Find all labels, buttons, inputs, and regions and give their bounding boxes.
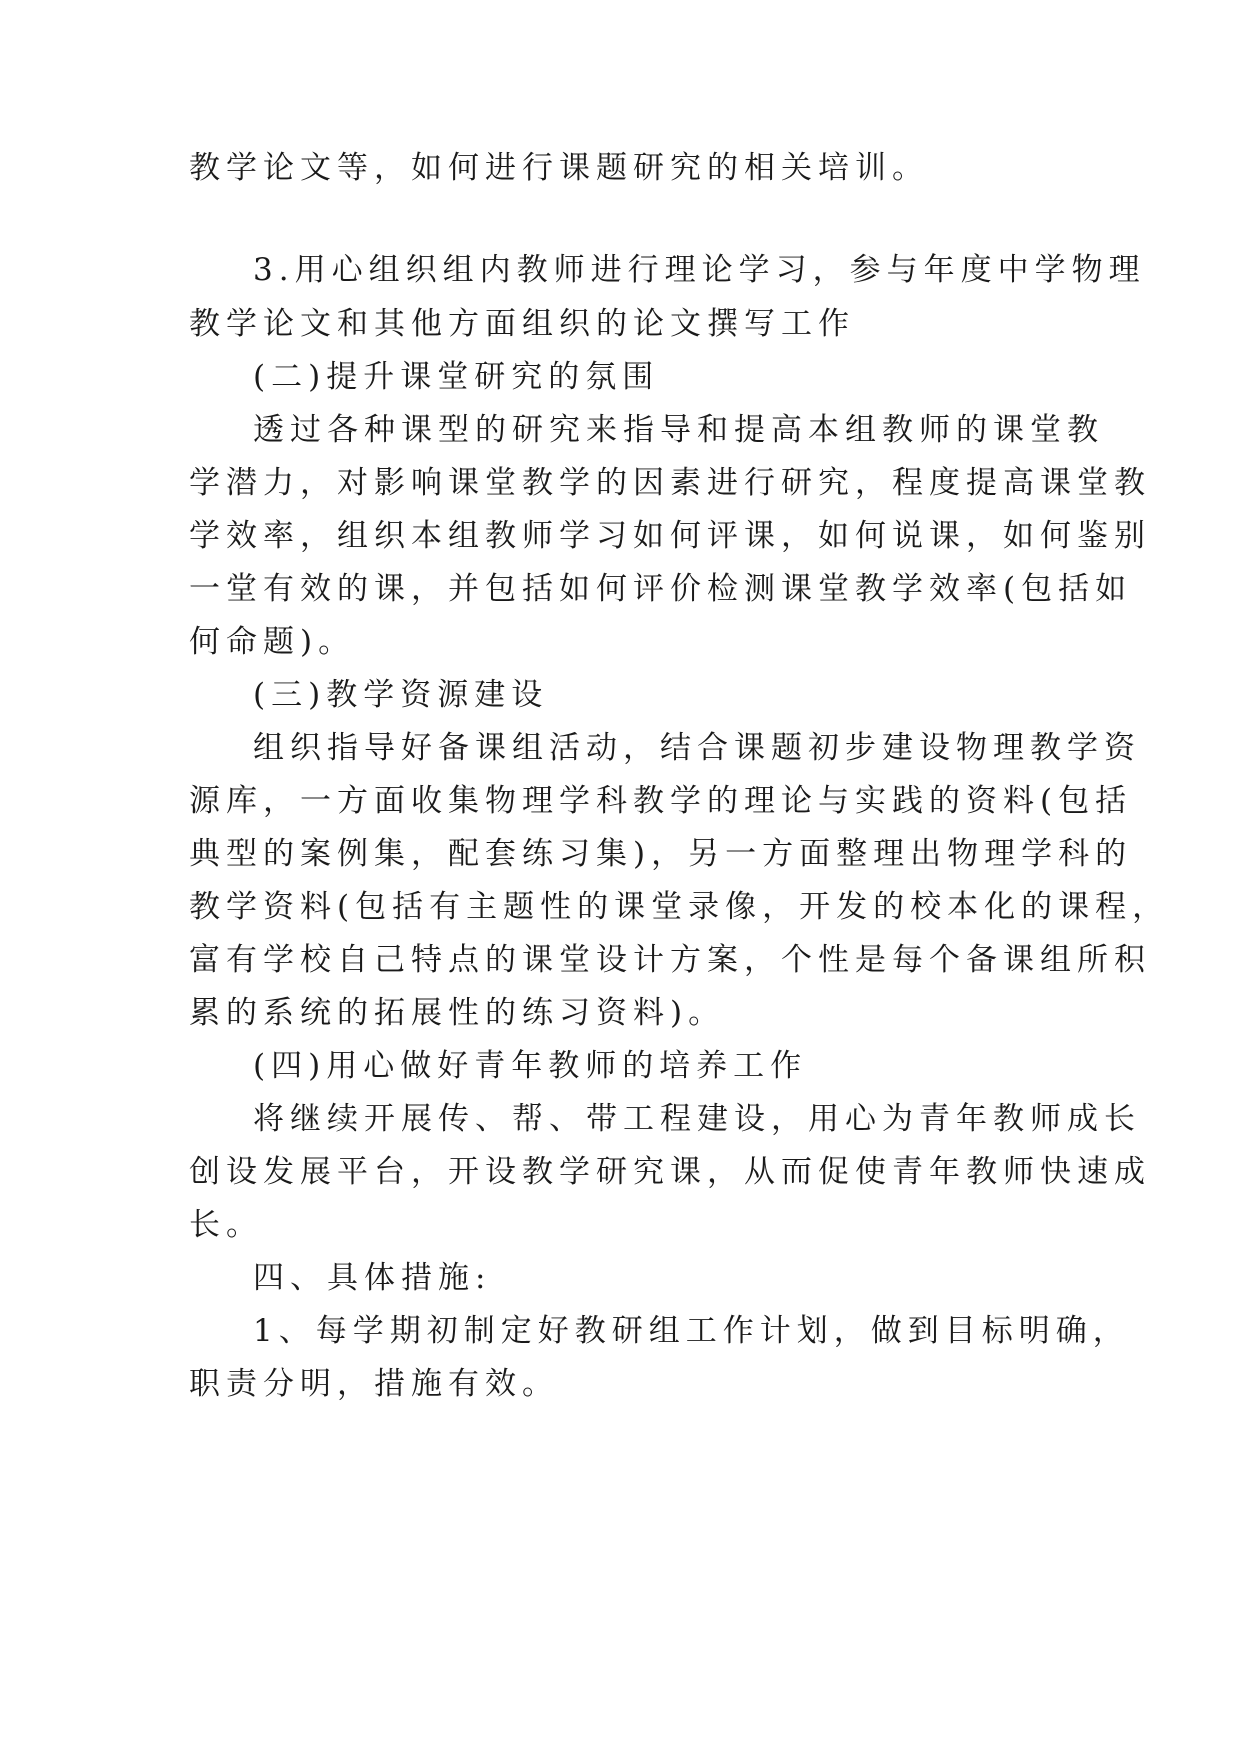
section-heading: 四、具体措施: — [253, 1260, 492, 1296]
paragraph-line: 累的系统的拓展性的练习资料)。 — [189, 995, 726, 1031]
paragraph-line: 典型的案例集，配套练习集)，另一方面整理出物理学科的 — [189, 836, 1133, 872]
paragraph-line: 教学资料(包括有主题性的课堂录像，开发的校本化的课程， — [189, 889, 1170, 925]
paragraph-line: 创设发展平台，开设教学研究课，从而促使青年教师快速成 — [189, 1154, 1151, 1190]
paragraph-line: 学潜力，对影响课堂教学的因素进行研究，程度提高课堂教 — [189, 465, 1151, 501]
paragraph-line: 将继续开展传、帮、带工程建设，用心为青年教师成长 — [253, 1101, 1141, 1137]
paragraph-line: 透过各种课型的研究来指导和提高本组教师的课堂教 — [253, 412, 1104, 448]
section-heading: (二)提升课堂研究的氛围 — [253, 359, 660, 395]
paragraph-line: 1、每学期初制定好教研组工作计划，做到目标明确， — [253, 1313, 1130, 1349]
paragraph-line: 源库，一方面收集物理学科教学的理论与实践的资料(包括 — [189, 783, 1133, 819]
paragraph-line: 何命题)。 — [189, 624, 356, 660]
section-heading: (三)教学资源建设 — [253, 677, 549, 713]
paragraph-line: 学效率，组织本组教师学习如何评课，如何说课，如何鉴别 — [189, 518, 1151, 554]
paragraph-line: 一堂有效的课，并包括如何评价检测课堂教学效率(包括如 — [189, 571, 1133, 607]
paragraph-line: 长。 — [189, 1207, 263, 1243]
paragraph-line: 富有学校自己特点的课堂设计方案，个性是每个备课组所积 — [189, 942, 1151, 978]
section-heading: (四)用心做好青年教师的培养工作 — [253, 1048, 808, 1084]
paragraph-line: 职责分明，措施有效。 — [189, 1366, 559, 1402]
paragraph-line: 教学论文等，如何进行课题研究的相关培训。 — [189, 150, 929, 186]
paragraph-line: 3.用心组织组内教师进行理论学习，参与年度中学物理 — [253, 252, 1146, 288]
paragraph-line: 组织指导好备课组活动，结合课题初步建设物理教学资 — [253, 730, 1141, 766]
paragraph-line: 教学论文和其他方面组织的论文撰写工作 — [189, 306, 855, 342]
